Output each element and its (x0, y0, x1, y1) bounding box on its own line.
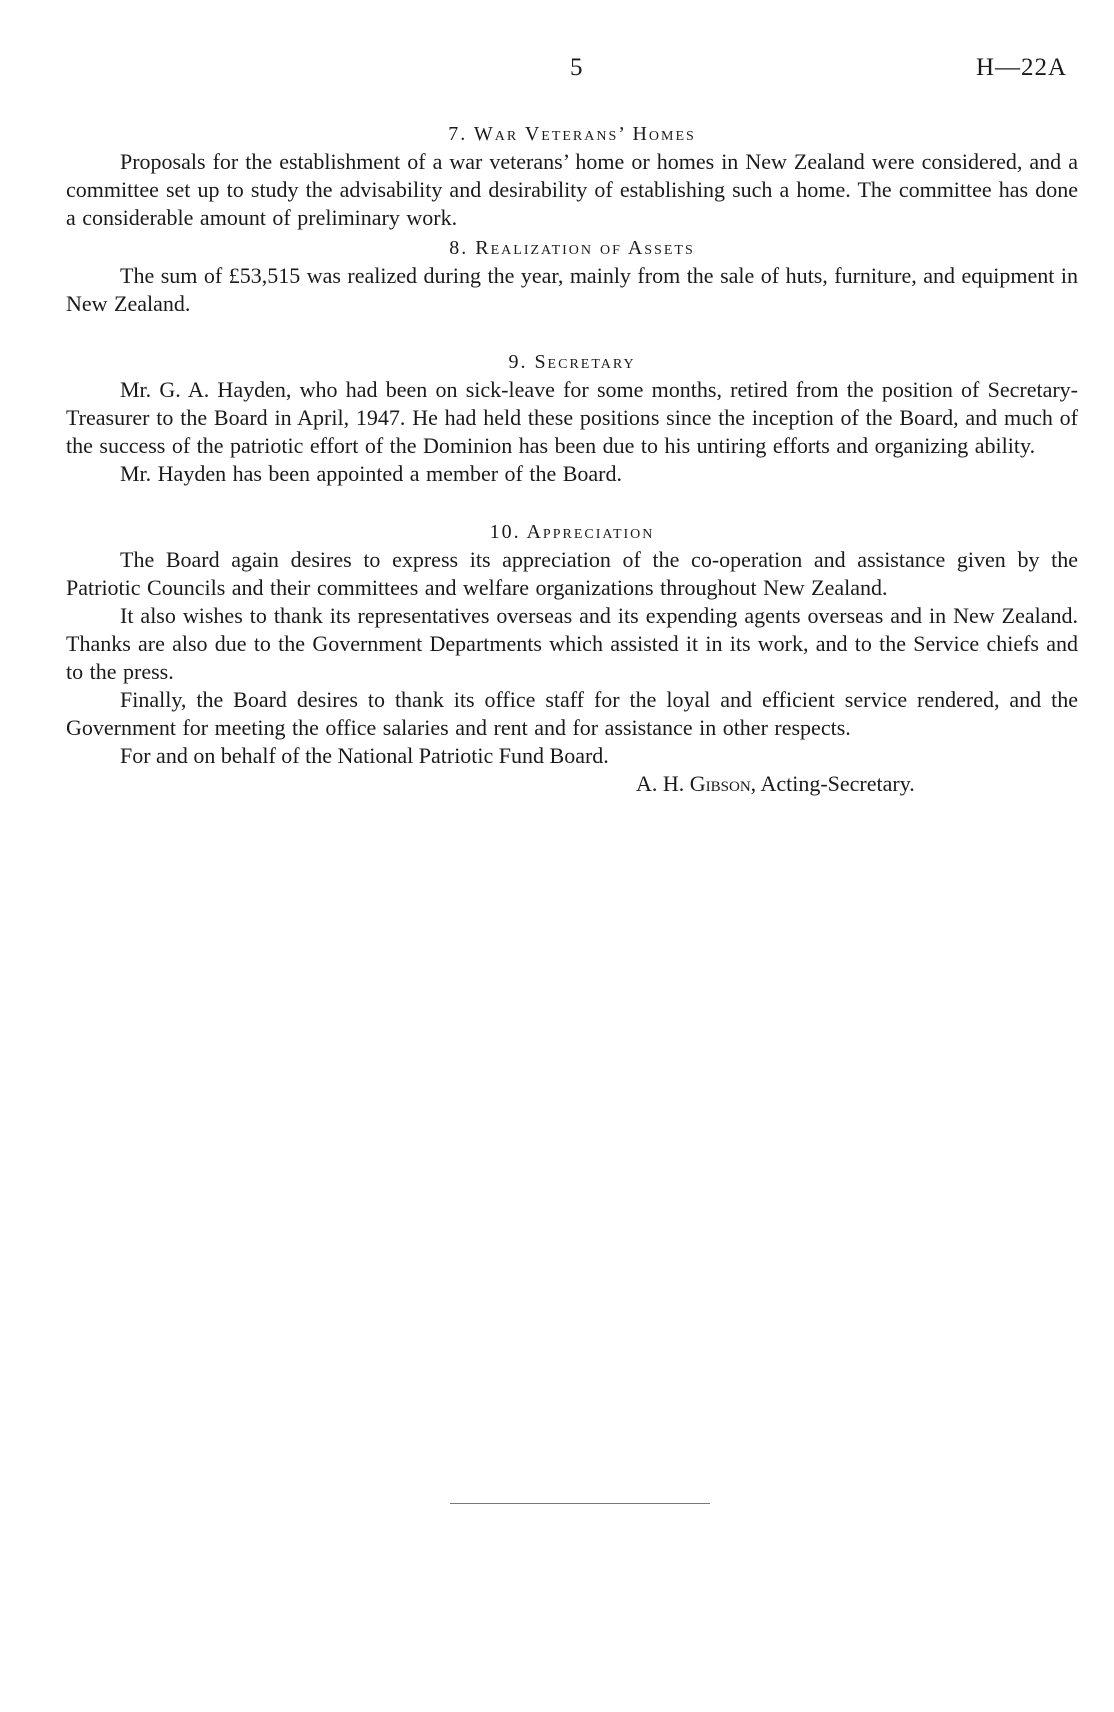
section-heading: 8. Realization of Assets (449, 237, 695, 259)
section-heading: 7. War Veterans’ Homes (448, 123, 696, 145)
paragraph: The sum of £53,515 was realized during the year, mainly from the sale of huts, furniture, and equipment in New Zealand. (66, 263, 1078, 316)
closing-line: For and on behalf of the National Patriotic Fund Board. (120, 743, 609, 768)
section-war-veterans-homes (66, 120, 1078, 232)
document-reference: H—22A (976, 54, 1068, 81)
paragraph: The Board again desires to express its appreciation of the co-operation and assistance given by the Patriotic Councils and their committees and welfare organizations throughout New Zealand. (66, 547, 1078, 600)
signature-block (66, 770, 1078, 798)
page-number: 5 (570, 54, 584, 81)
paragraph: It also wishes to thank its representatives overseas and its expending agents overseas and in New Zealand. Thanks are also due to the Government Departments which assisted it in its work, and to the Service chiefs and to the press. (66, 603, 1078, 684)
section-heading: 9. Secretary (508, 351, 636, 373)
section-secretary (66, 348, 1078, 488)
page-header (0, 54, 1114, 84)
section-realization-of-assets (66, 234, 1078, 318)
paragraph: Mr. Hayden has been appointed a member of the Board. (120, 461, 623, 486)
signatory-name: A. H. Gibson, (636, 771, 757, 796)
section-appreciation (66, 518, 1078, 742)
end-divider-rule (450, 1503, 710, 1504)
section-heading: 10. Appreciation (489, 521, 655, 543)
paragraph: Proposals for the establishment of a war veterans’ home or homes in New Zealand were considered, and a committee set up to study the advisability and desirability of establishing such a home. The committee has done a considerable amount of preliminary work. (66, 149, 1078, 230)
paragraph: Mr. G. A. Hayden, who had been on sick-leave for some months, retired from the position of Secretary-Treasurer to the Board in April, 1947. He had held these positions since the inception of the Board, and much of the success of the patriotic effort of the Dominion has been due to his untiring efforts and organizing ability. (66, 377, 1078, 458)
paragraph: Finally, the Board desires to thank its office staff for the loyal and efficient service rendered, and the Government for meeting the office salaries and rent and for assistance in other respects. (66, 687, 1078, 740)
document-body (66, 120, 1078, 798)
signatory-title: Acting-Secretary. (760, 771, 915, 796)
